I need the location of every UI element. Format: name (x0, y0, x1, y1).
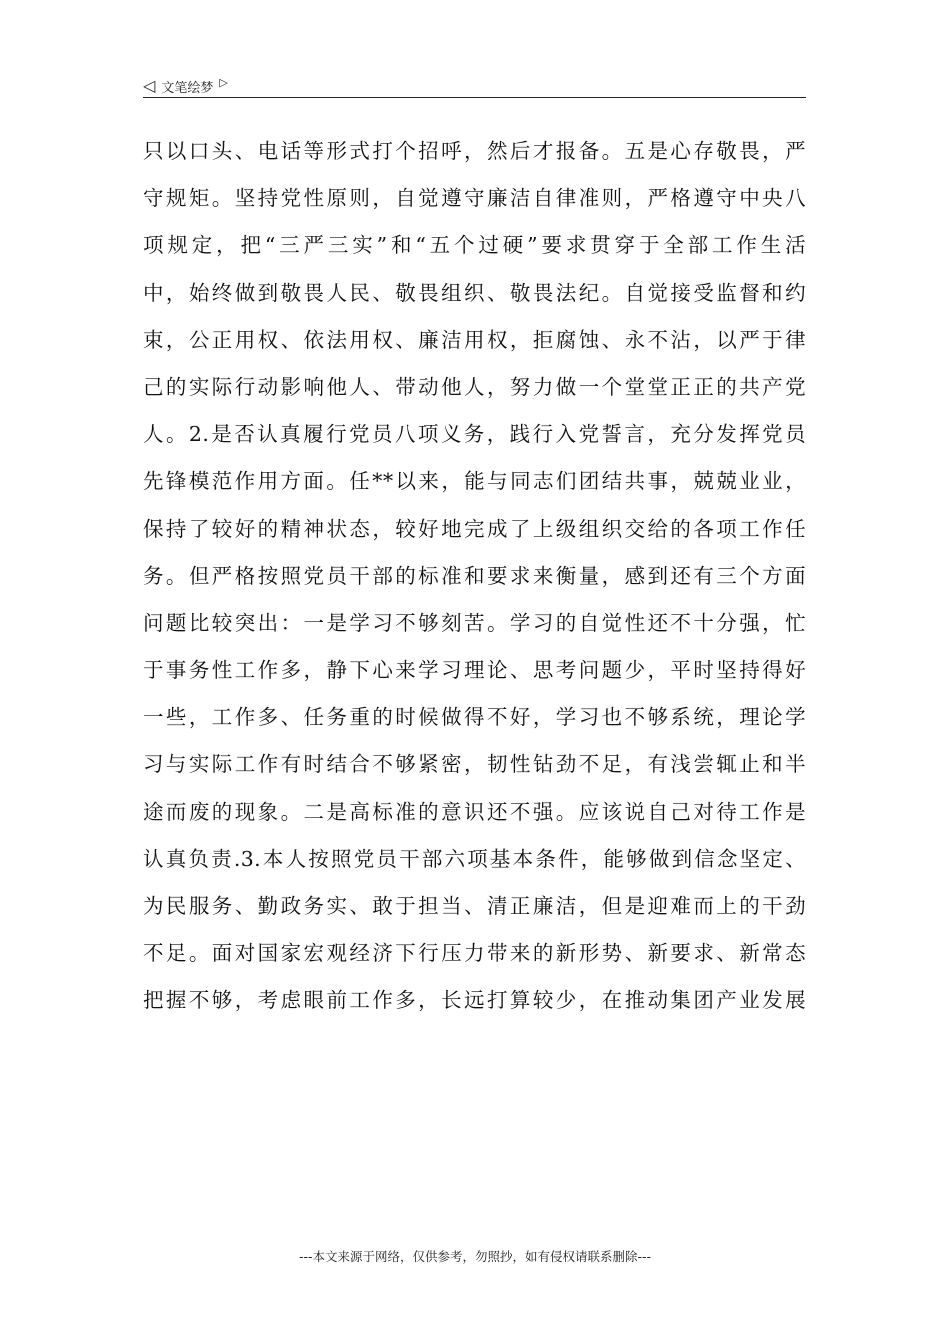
body-line-5: 束，公正用权、依法用权、廉洁用权，拒腐蚀、永不沾，以严于律 (143, 327, 806, 352)
body-line-4: 中，始终做到敬畏人民、敬畏组织、敬畏法纪。自觉接受监督和约 (143, 280, 806, 305)
body-line-2: 守规矩。坚持党性原则，自觉遵守廉洁自律准则，严格遵守中央八 (143, 186, 806, 211)
body-line-3: 项规定，把“三严三实”和“五个过硬”要求贯穿于全部工作生活 (143, 233, 806, 258)
body-line-13: 一些，工作多、任务重的时候做得不好，学习也不够系统，理论学 (143, 705, 806, 730)
right-triangle-icon: ▷ (219, 76, 228, 89)
page-header (143, 74, 806, 98)
body-line-19: 把握不够，考虑眼前工作多，长远打算较少，在推动集团产业发展 (143, 988, 806, 1013)
body-line-16: 认真负责.3.本人按照党员干部六项基本条件，能够做到信念坚定、 (143, 846, 806, 871)
body-line-15: 途而废的现象。二是高标准的意识还不强。应该说自己对待工作是 (143, 799, 806, 824)
body-line-7: 人。2.是否认真履行党员八项义务，践行入党誓言，充分发挥党员 (143, 422, 806, 447)
body-line-8: 先锋模范作用方面。任**以来，能与同志们团结共事，兢兢业业， (143, 469, 806, 494)
header-divider (143, 97, 806, 98)
body-line-10: 务。但严格按照党员干部的标准和要求来衡量，感到还有三个方面 (143, 563, 806, 588)
body-line-17: 为民服务、勤政务实、敢于担当、清正廉洁，但是迎难而上的干劲 (143, 894, 806, 918)
body-line-6: 己的实际行动影响他人、带动他人，努力做一个堂堂正正的共产党 (143, 374, 806, 399)
body-line-18: 不足。面对国家宏观经济下行压力带来的新形势、新要求、新常态 (143, 941, 806, 966)
page-footer-disclaimer: ---本文来源于网络，仅供参考，勿照抄，如有侵权请联系删除--- (298, 1249, 652, 1264)
body-line-11: 问题比较突出：一是学习不够刻苦。学习的自觉性还不十分强，忙 (143, 610, 806, 635)
body-line-12: 于事务性工作多，静下心来学习理论、思考问题少，平时坚持得好 (143, 658, 806, 683)
body-line-14: 习与实际工作有时结合不够紧密，韧性钻劲不足，有浅尝辄止和半 (143, 752, 806, 777)
header-title: 文笔绘梦 (161, 80, 214, 96)
body-line-9: 保持了较好的精神状态，较好地完成了上级组织交给的各项工作任 (143, 516, 806, 541)
document-body (143, 128, 806, 1025)
body-line-1: 只以口头、电话等形式打个招呼，然后才报备。五是心存敬畏，严 (143, 139, 806, 163)
left-triangle-icon: ◁ (143, 76, 156, 95)
